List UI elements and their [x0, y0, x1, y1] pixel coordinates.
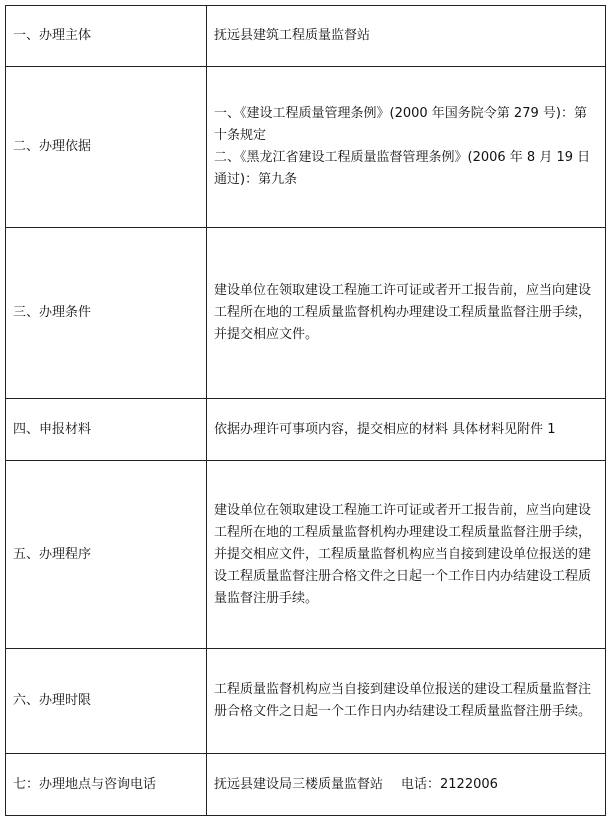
- row-location-phone: [6, 754, 606, 816]
- row-procedure: [6, 461, 606, 649]
- row-materials: [6, 399, 606, 461]
- value-line: 建设单位在领取建设工程施工许可证或者开工报告前，应当向建设工程所在地的工程质量监督机构办理建设工程质量监督注册手续，并提交相应文件，工程质量监督机构应当自接到建设单位报送的建设工程质量监督注册合格文件之日起一个工作日内办结建设工程质量监督注册手续。: [214, 502, 592, 606]
- value-line: 二、《黑龙江省建设工程质量监督管理条例》(2006 年 8 月 19 日通过)：第九条: [214, 150, 591, 187]
- row-value: [207, 228, 606, 399]
- row-value: [207, 6, 606, 67]
- value-line: 一、《建设工程质量管理条例》(2000 年国务院令第 279 号)：第十条规定: [214, 106, 587, 143]
- row-value: [207, 461, 606, 649]
- row-label: 三、办理条件: [6, 228, 207, 399]
- row-handling-entity: [6, 6, 606, 67]
- row-label: 四、申报材料: [6, 399, 207, 461]
- location-text: 抚远县建设局三楼质量监督站: [214, 776, 384, 792]
- value-line: 工程质量监督机构应当自接到建设单位报送的建设工程质量监督注册合格文件之日起一个工作日内办结建设工程质量监督注册手续。: [214, 682, 592, 719]
- row-value: [207, 67, 606, 228]
- phone-number: 电话：2122006: [401, 776, 498, 792]
- row-legal-basis: [6, 67, 606, 228]
- row-label: 六、办理时限: [6, 649, 207, 754]
- row-label: 五、办理程序: [6, 461, 207, 649]
- value-line: 依据办理许可事项内容，提交相应的材料 具体材料见附件 1: [214, 421, 556, 437]
- info-table: [5, 5, 606, 816]
- row-conditions: [6, 228, 606, 399]
- value-line: 建设单位在领取建设工程施工许可证或者开工报告前，应当向建设工程所在地的工程质量监督机构办理建设工程质量监督注册手续，并提交相应文件。: [214, 283, 592, 342]
- row-label: 七：办理地点与咨询电话: [6, 754, 207, 816]
- row-time-limit: [6, 649, 606, 754]
- row-value: [207, 649, 606, 754]
- row-value: [207, 754, 606, 816]
- value-line: 抚远县建筑工程质量监督站: [214, 28, 371, 43]
- row-label: 二、办理依据: [6, 67, 207, 228]
- row-value: [207, 399, 606, 461]
- row-label: 一、办理主体: [6, 6, 207, 67]
